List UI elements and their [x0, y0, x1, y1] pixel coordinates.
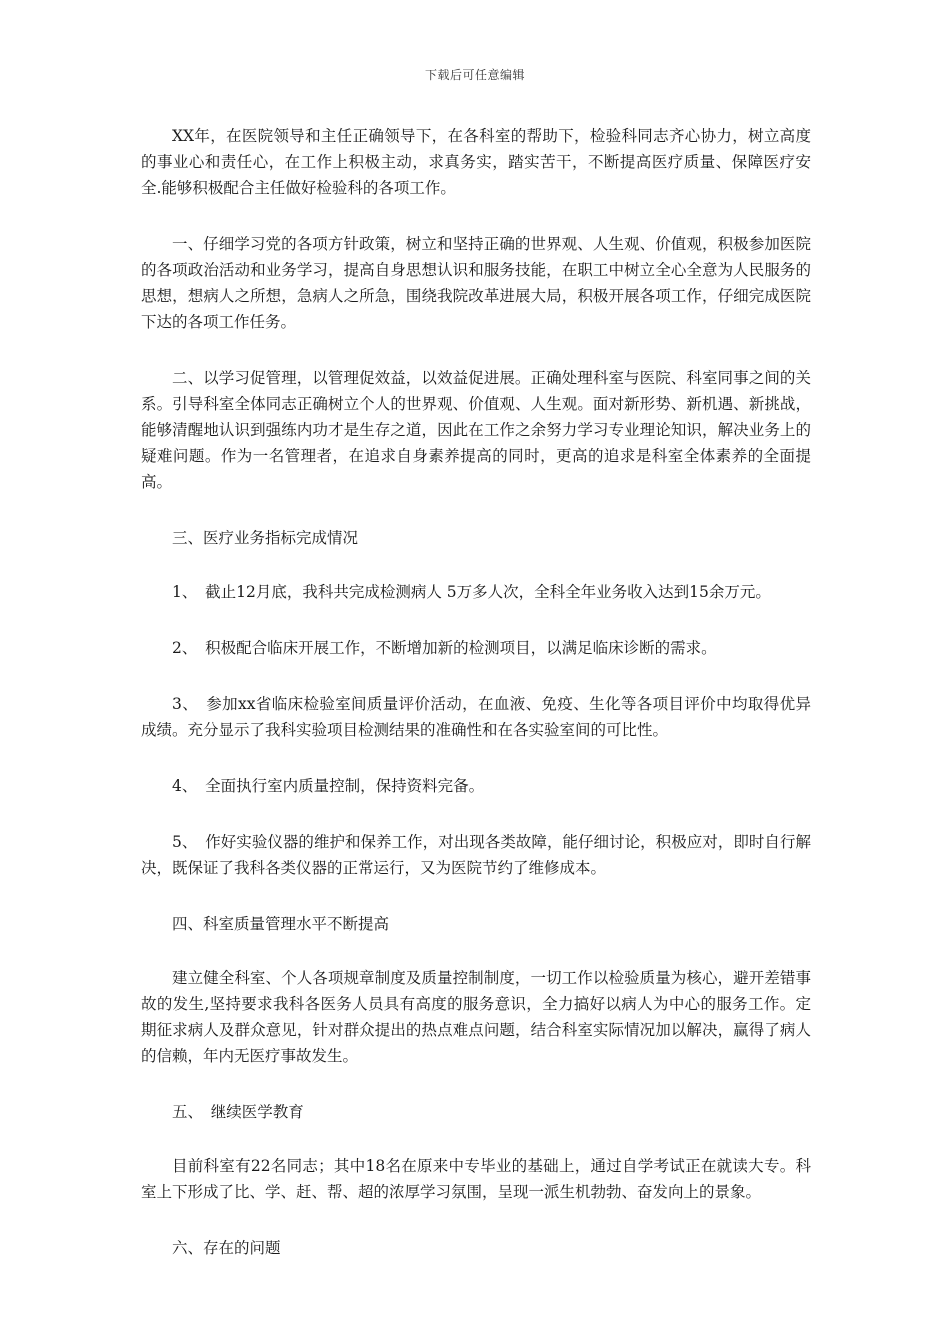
download-note: 下载后可任意编辑: [424, 68, 525, 82]
section-4-heading: 四、科室质量管理水平不断提高: [172, 915, 390, 933]
document-body: [141, 123, 811, 1289]
section-3-heading: 三、医疗业务指标完成情况: [172, 529, 359, 547]
item-4-paragraph: 4、 全面执行室内质量控制，保持资料完备。: [172, 777, 485, 795]
item-1-paragraph: 1、 截止12月底，我科共完成检测病人 5万多人次，全科全年业务收入达到15余万元。: [172, 583, 771, 601]
item-5-paragraph: 5、 作好实验仪器的维护和保养工作，对出现各类故障，能仔细讨论，积极应对，即时自行解决，既保证了我科各类仪器的正常运行，又为医院节约了维修成本。: [141, 833, 811, 877]
section-2-paragraph: 二、以学习促管理，以管理促效益，以效益促进展。正确处理科室与医院、科室同事之间的关系。引导科室全体同志正确树立个人的世界观、价值观、人生观。面对新形势、新机遇、新挑战，能够清醒地认识到强练内功才是生存之道，因此在工作之余努力学习专业理论知识，解决业务上的疑难问题。作为一名管理者，在追求自身素养提高的同时，更高的追求是科室全体素养的全面提高。: [141, 369, 811, 491]
item-2-paragraph: 2、 积极配合临床开展工作，不断增加新的检测项目，以满足临床诊断的需求。: [172, 639, 717, 657]
intro-paragraph: XX年，在医院领导和主任正确领导下，在各科室的帮助下，检验科同志齐心协力，树立高度的事业心和责任心，在工作上积极主动，求真务实，踏实苦干，不断提高医疗质量、保障医疗安全.能够积极配合主任做好检验科的各项工作。: [141, 127, 811, 197]
section-1-paragraph: 一、仔细学习党的各项方针政策，树立和坚持正确的世界观、人生观、价值观，积极参加医院的各项政治活动和业务学习，提高自身思想认识和服务技能，在职工中树立全心全意为人民服务的思想，想病人之所想，急病人之所急，围绕我院改革进展大局，积极开展各项工作，仔细完成医院下达的各项工作任务。: [141, 235, 811, 331]
section-4-paragraph: 建立健全科室、个人各项规章制度及质量控制制度，一切工作以检验质量为核心，避开差错事故的发生,坚持要求我科各医务人员具有高度的服务意识，全力搞好以病人为中心的服务工作。定期征求病人及群众意见，针对群众提出的热点难点问题，结合科室实际情况加以解决，赢得了病人的信赖，年内无医疗事故发生。: [141, 969, 811, 1065]
section-6-heading: 六、存在的问题: [172, 1239, 281, 1257]
section-5-heading: 五、 继续医学教育: [172, 1103, 304, 1121]
item-3-paragraph: 3、 参加xx省临床检验室间质量评价活动，在血液、免疫、生化等各项目评价中均取得优异成绩。充分显示了我科实验项目检测结果的准确性和在各实验室间的可比性。: [141, 695, 811, 739]
section-5-paragraph: 目前科室有22名同志；其中18名在原来中专毕业的基础上，通过自学考试正在就读大专。科室上下形成了比、学、赶、帮、超的浓厚学习氛围，呈现一派生机勃勃、奋发向上的景象。: [141, 1157, 811, 1201]
